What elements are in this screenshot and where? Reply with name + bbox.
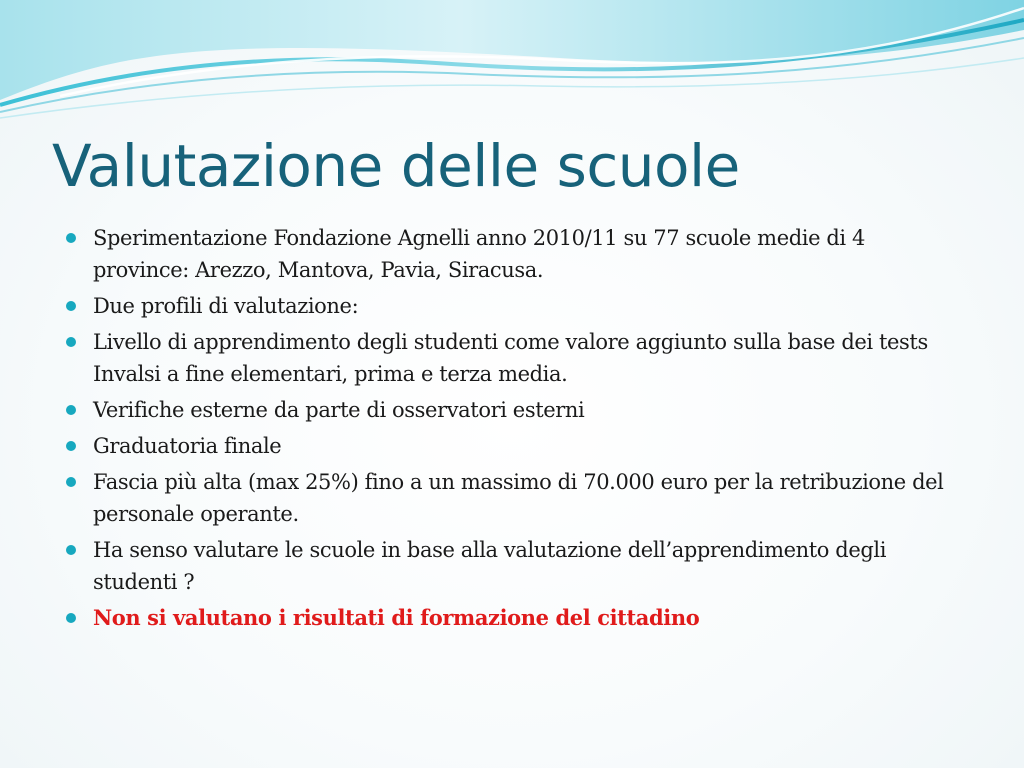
bullet-dot-icon [66, 337, 76, 347]
bullet-dot-icon [66, 477, 76, 487]
bullet-dot-icon [66, 613, 76, 623]
bullet-text: Fascia più alta (max 25%) fino a un massimo di 70.000 euro per la retribuzione del personale operante. [93, 470, 944, 526]
slide-title: Valutazione delle scuole [52, 132, 740, 200]
bullet-item [66, 290, 966, 322]
bullet-item [66, 394, 966, 426]
bullet-list [66, 222, 966, 638]
bullet-dot-icon [66, 233, 76, 243]
bullet-text: Ha senso valutare le scuole in base alla valutazione dell’apprendimento degli studenti ? [93, 538, 887, 594]
bullet-text-emphasis: Non si valutano i risultati di formazione del cittadino [93, 605, 700, 630]
bullet-item-emphasis [66, 602, 966, 634]
bullet-item [66, 534, 966, 598]
bullet-text: Livello di apprendimento degli studenti come valore aggiunto sulla base dei tests Invalsi a fine elementari, prima e terza media. [93, 330, 928, 386]
bullet-text: Due profili di valutazione: [93, 294, 359, 318]
bullet-text: Graduatoria finale [93, 434, 282, 458]
bullet-dot-icon [66, 405, 76, 415]
bullet-dot-icon [66, 441, 76, 451]
bullet-text: Sperimentazione Fondazione Agnelli anno 2010/11 su 77 scuole medie di 4 province: Arezzo, Mantova, Pavia, Siracusa. [93, 226, 865, 282]
bullet-item [66, 466, 966, 530]
bullet-dot-icon [66, 545, 76, 555]
bullet-item [66, 222, 966, 286]
bullet-dot-icon [66, 301, 76, 311]
decorative-wave-banner [0, 0, 1024, 130]
bullet-text: Verifiche esterne da parte di osservatori esterni [93, 398, 585, 422]
bullet-item [66, 430, 966, 462]
bullet-item [66, 326, 966, 390]
